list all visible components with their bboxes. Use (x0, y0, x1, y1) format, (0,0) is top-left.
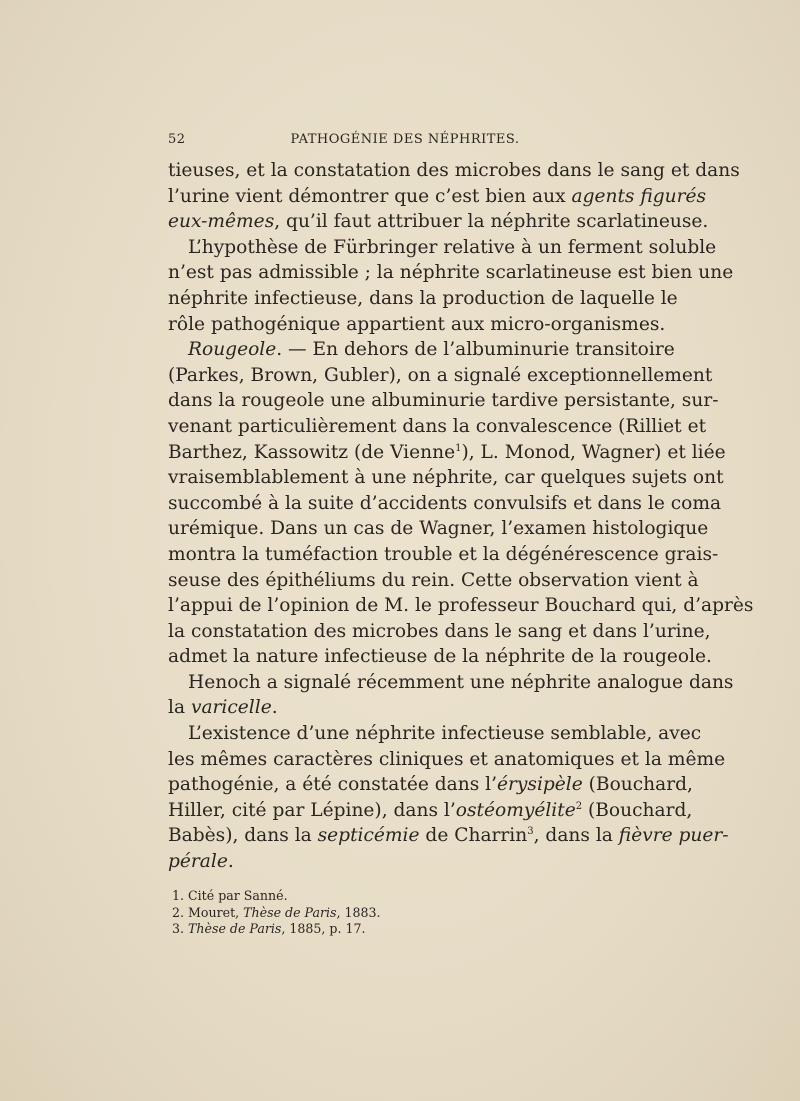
text-run: urémique. Dans un cas de Wagner, l’examen histologique (168, 518, 709, 540)
text-line (168, 593, 754, 619)
text-run: , dans la (533, 825, 619, 847)
text-line (168, 619, 711, 645)
italic-text: ostéomyélite (455, 799, 576, 821)
text-line (168, 158, 740, 184)
text-line (168, 184, 707, 210)
text-run: seuse des épithéliums du rein. Cette observation vient à (168, 569, 699, 591)
text-run: (Bouchard, (582, 799, 693, 821)
text-run: l’urine vient démontrer que c’est bien aux (168, 185, 572, 207)
text-line (168, 235, 717, 261)
text-run: venant particulièrement dans la convalescence (Rilliet et (168, 415, 707, 437)
text-run: l’appui de l’opinion de M. le professeur Bouchard qui, d’après (168, 595, 754, 617)
italic-text: eux-mêmes (168, 211, 275, 233)
italic-text: agents figurés (571, 185, 707, 207)
footnote-ref: 3 (527, 826, 534, 838)
footnote (172, 905, 646, 922)
text-run: , 1883. (336, 904, 381, 920)
text-line (168, 363, 713, 389)
text-run: dans la rougeole une albuminurie tardive persistante, sur- (168, 390, 719, 412)
text-line (168, 312, 666, 338)
footnote-ref: 2 (575, 800, 583, 812)
text-run: (Parkes, Brown, Gubler), on a signalé exceptionnellement (168, 364, 713, 386)
italic-text: Thèse de Paris (188, 921, 282, 936)
text-line (168, 260, 734, 286)
text-run: Babès), dans la (168, 825, 318, 847)
text-line (168, 542, 719, 568)
italic-text: septicémie (317, 825, 420, 847)
text-line (168, 670, 734, 696)
footnotes (172, 888, 646, 938)
text-line (168, 388, 719, 414)
text-line (168, 414, 707, 440)
text-line (168, 491, 722, 517)
text-run: admet la nature infectieuse de la néphrite de la rougeole. (168, 646, 712, 668)
italic-text: varicelle (190, 697, 272, 719)
italic-text: Thèse de Paris (243, 904, 337, 920)
text-run: , qu’il faut attribuer la néphrite scarlatineuse. (274, 211, 709, 233)
text-line (168, 721, 702, 747)
footnote-ref: 1 (455, 442, 462, 454)
italic-text: érysipèle (497, 774, 583, 796)
text-run: . (227, 851, 234, 873)
text-run: n’est pas admissible ; la néphrite scarlatineuse est bien une (168, 262, 734, 284)
text-run: 1. Cité par Sanné. (172, 888, 288, 903)
text-line (168, 516, 709, 542)
text-run: pathogénie, a été constatée dans l’ (168, 774, 498, 796)
text-run: montra la tuméfaction trouble et la dégénérescence grais- (168, 543, 719, 565)
text-run: succombé à la suite d’accidents convulsifs et dans le coma (168, 492, 722, 514)
text-run: L’hypothèse de Fürbringer relative à un ferment soluble (188, 236, 717, 258)
text-line (168, 286, 678, 312)
footnote (172, 888, 646, 905)
text-line (168, 798, 693, 824)
text-run: de Charrin (419, 825, 528, 847)
text-line (168, 644, 712, 670)
text-run: . — En dehors de l’albuminurie transitoire (276, 339, 675, 361)
text-run: 2. Mouret, (172, 904, 244, 920)
text-run: rôle pathogénique appartient aux micro-organismes. (168, 313, 666, 335)
text-run: Henoch a signalé récemment une néphrite analogue dans (188, 671, 734, 693)
text-line (168, 337, 675, 363)
text-run: . (271, 697, 278, 719)
footnote (172, 921, 646, 938)
text-run: Barthez, Kassowitz (de Vienne (168, 441, 456, 463)
italic-text: fièvre puer- (618, 825, 729, 847)
text-line (168, 440, 726, 466)
page-header (168, 132, 642, 152)
text-line (168, 849, 642, 875)
running-title: PATHOGÉNIE DES NÉPHRITES. (290, 132, 520, 147)
page-number: 52 (168, 132, 186, 147)
text-line (168, 695, 642, 721)
text-line (168, 568, 699, 594)
text-run: (Bouchard, (582, 774, 693, 796)
text-run: , 1885, p. 17. (281, 921, 366, 936)
text-line (168, 772, 693, 798)
text-run: ), L. Monod, Wagner) et liée (461, 441, 726, 463)
text-line (168, 747, 726, 773)
text-line (168, 209, 709, 235)
text-run: Hiller, cité par Lépine), dans l’ (168, 799, 456, 821)
text-run: néphrite infectieuse, dans la production de laquelle le (168, 287, 678, 309)
text-run: les mêmes caractères cliniques et anatomiques et la même (168, 748, 726, 770)
text-run: L’existence d’une néphrite infectieuse semblable, avec (188, 723, 702, 745)
text-run: tieuses, et la constatation des microbes dans le sang et dans (168, 160, 740, 181)
italic-text: pérale (168, 851, 228, 873)
italic-text: Rougeole (188, 339, 277, 361)
text-line (168, 465, 724, 491)
text-run: la constatation des microbes dans le sang et dans l’urine, (168, 620, 711, 642)
body-text (168, 158, 754, 875)
text-run: 3. (172, 921, 189, 936)
text-run: vraisemblablement à une néphrite, car quelques sujets ont (168, 467, 724, 489)
text-run: la (168, 697, 191, 719)
text-line (168, 823, 729, 849)
